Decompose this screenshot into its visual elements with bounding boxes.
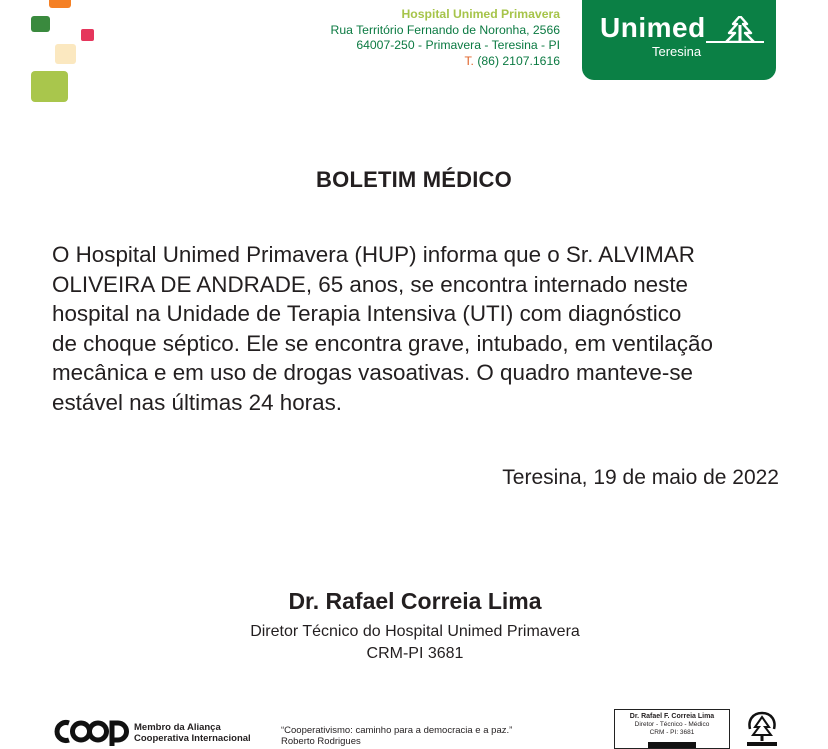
body-line: hospital na Unidade de Terapia Intensiva (UTI) com diagnóstico (52, 301, 682, 326)
decor-square-green (31, 16, 50, 32)
logo-city: Teresina (652, 44, 702, 59)
body-line: O Hospital Unimed Primavera (HUP) informa que o Sr. ALVIMAR (52, 242, 695, 267)
coop-logo (52, 717, 130, 746)
signatory-name: Dr. Rafael Correia Lima (288, 588, 542, 614)
bulletin-body (52, 240, 778, 417)
decor-square-cream (55, 44, 76, 64)
stamp-role: Diretor - Técnico - Médico (634, 721, 710, 728)
pine-tree-icon (723, 16, 757, 42)
logo-wordmark: Unimed (600, 12, 706, 43)
cooperativism-quote (281, 725, 512, 747)
phone-number: (86) 2107.1616 (477, 53, 560, 68)
stamp-crm: CRM - PI: 3681 (649, 729, 695, 736)
alliance-line: Membro da Aliança (134, 722, 221, 733)
body-line: OLIVEIRA DE ANDRADE, 65 anos, se encontra internado neste (52, 271, 688, 297)
decor-square-red (81, 29, 94, 41)
doctor-stamp (614, 709, 730, 749)
alliance-line: Cooperativa Internacional (134, 733, 251, 744)
phone-line (331, 54, 560, 70)
body-line: mecânica e em uso de drogas vasoativas. O quadro manteve-se (52, 360, 693, 385)
quote-author: Roberto Rodrigues (281, 736, 361, 747)
alliance-text (134, 722, 251, 744)
decor-square-lime (31, 71, 68, 102)
quote-text: “Cooperativismo: caminho para a democracia e a paz.” (281, 725, 513, 736)
phone-label: T. (464, 53, 474, 68)
stamp-bar (648, 742, 696, 748)
hospital-address-block (331, 7, 560, 69)
signatory-crm: CRM-PI 3681 (366, 645, 464, 662)
hospital-name: Hospital Unimed Primavera (401, 7, 560, 21)
body-line: estável nas últimas 24 horas. (52, 389, 342, 415)
unimed-logo (582, 0, 776, 80)
logo-divider (706, 41, 764, 43)
stamp-name: Dr. Rafael F. Correia Lima (629, 713, 715, 720)
decor-square-orange (49, 0, 71, 8)
address-street: Rua Território Fernando de Noronha, 2566 (330, 22, 560, 37)
signatory-role: Diretor Técnico do Hospital Unimed Primavera (250, 623, 580, 640)
fsc-tree-icon (744, 711, 780, 746)
address-city: 64007-250 - Primavera - Teresina - PI (356, 38, 560, 52)
document-title: BOLETIM MÉDICO (316, 167, 512, 192)
document-date: Teresina, 19 de maio de 2022 (502, 466, 779, 489)
body-line: de choque séptico. Ele se encontra grave, intubado, em ventilação (52, 330, 713, 356)
